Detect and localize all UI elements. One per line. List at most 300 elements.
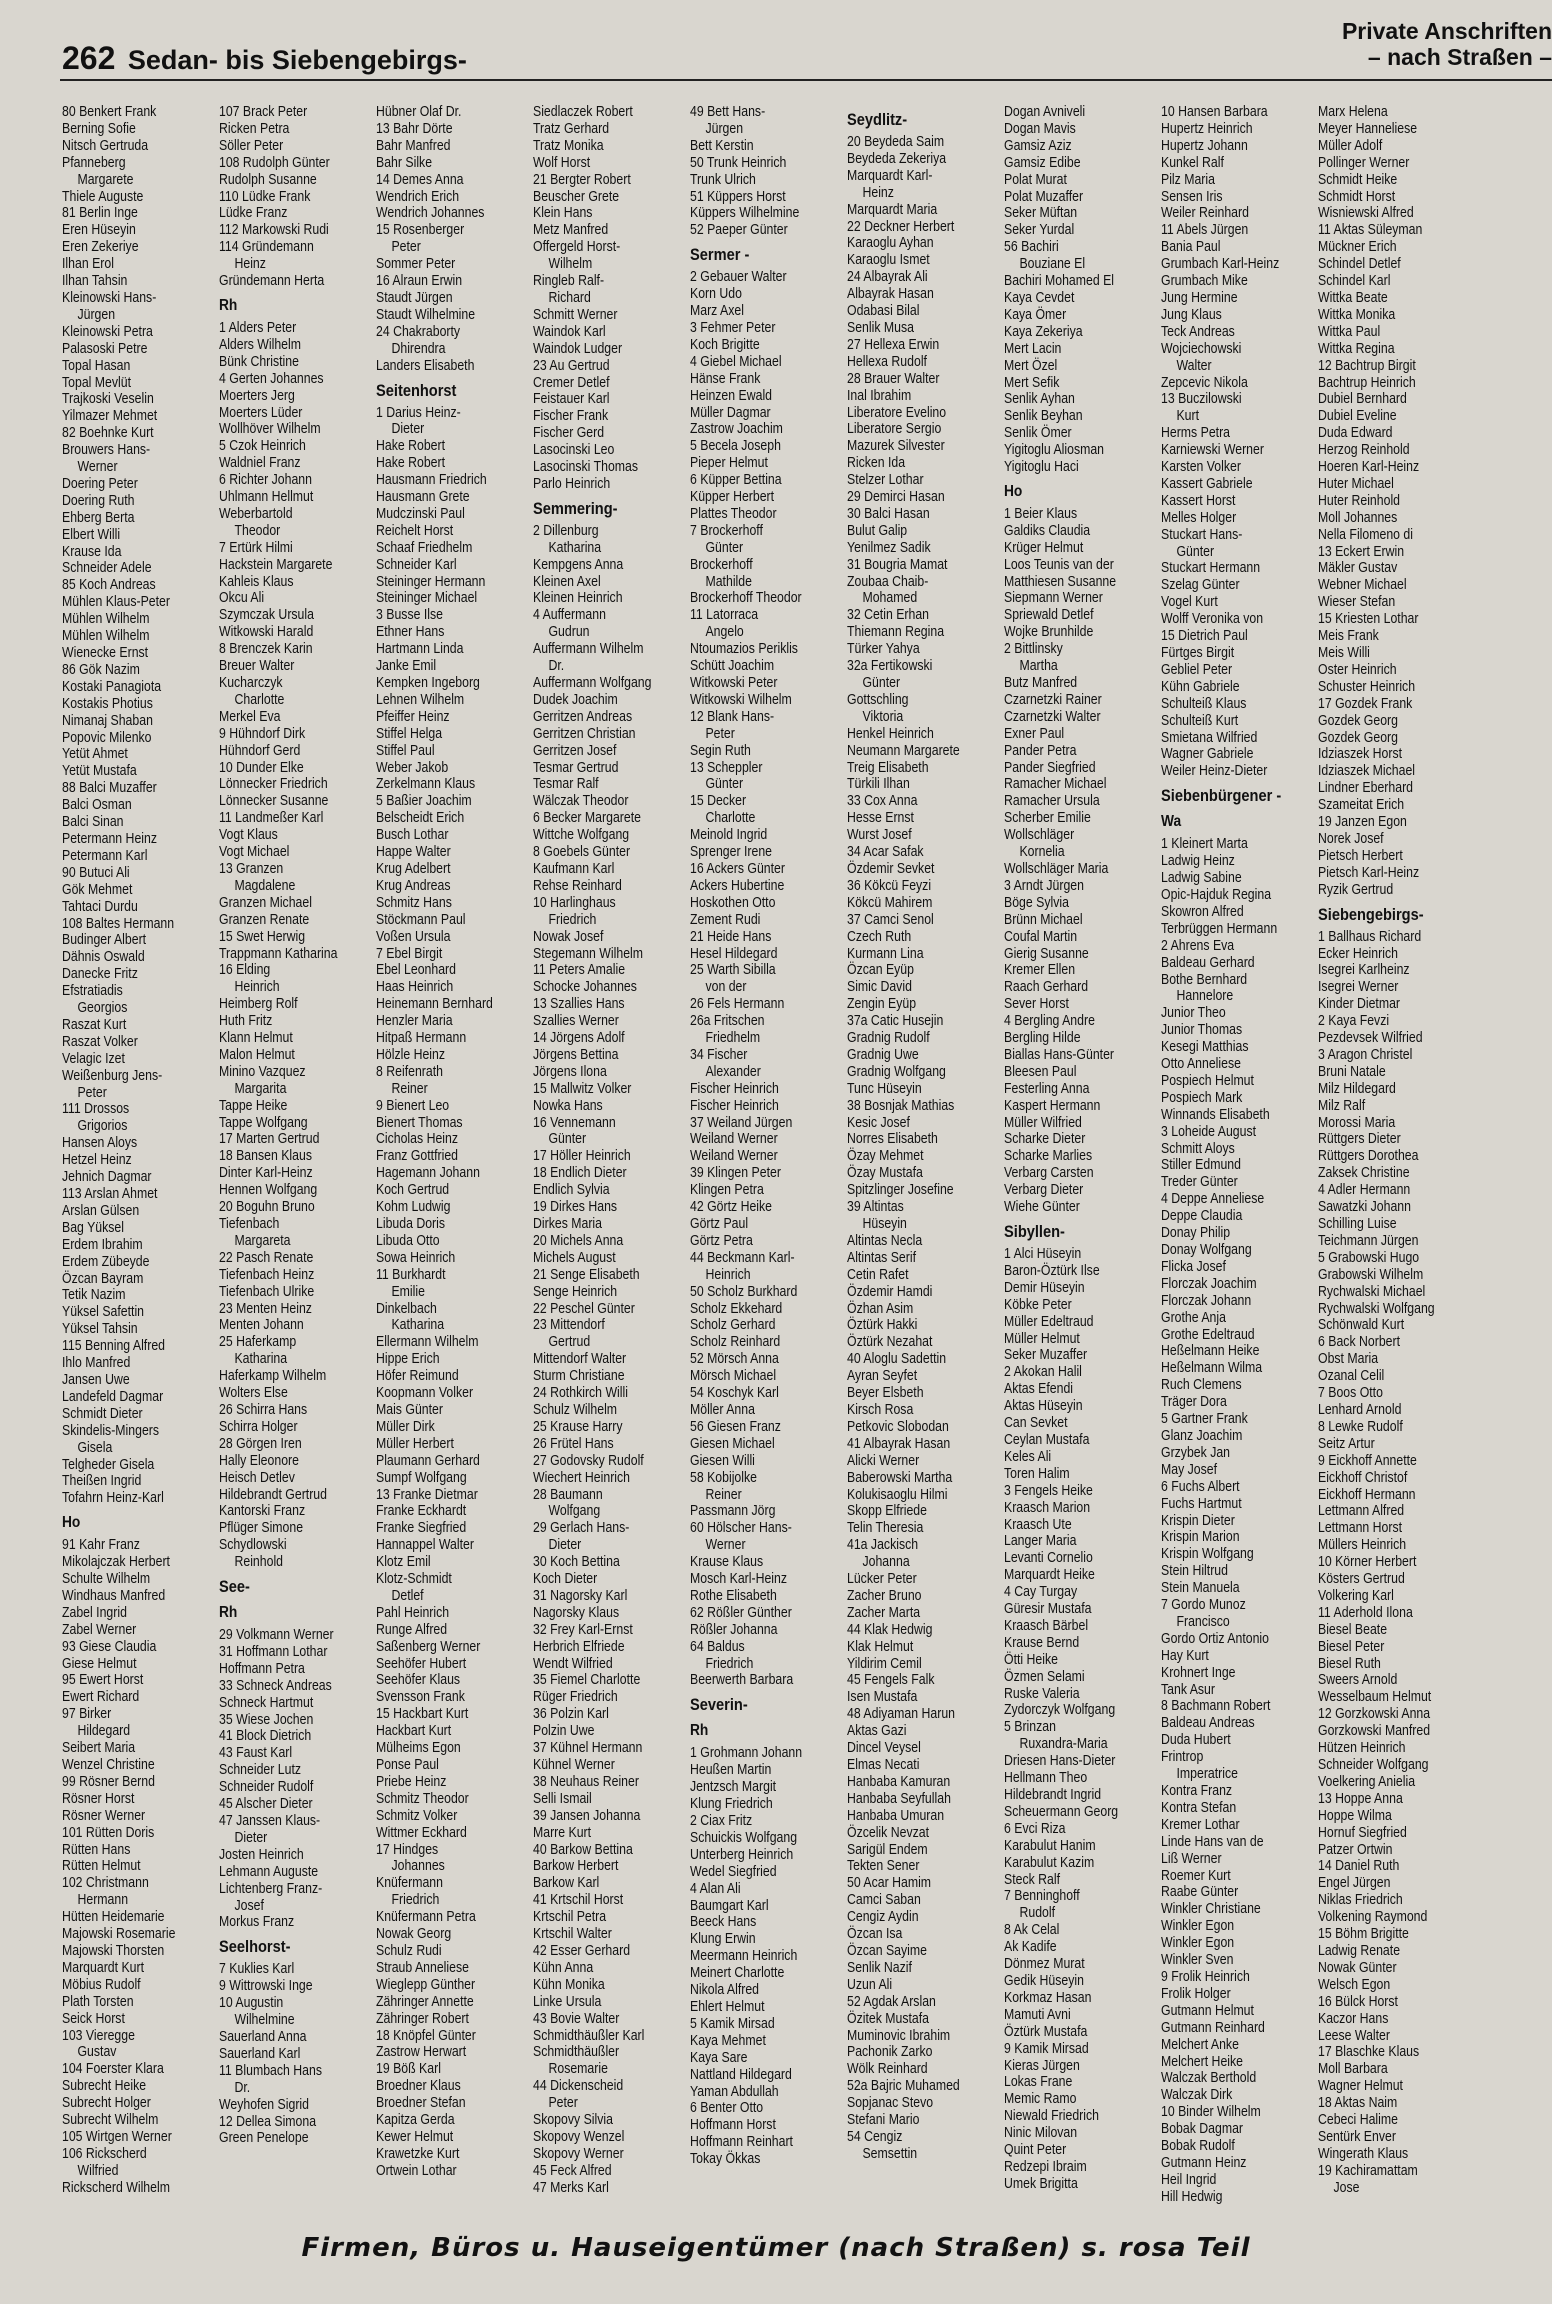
list-item: Schirra Holger [219,1418,298,1435]
list-item: 91 Kahr Franz [62,1537,140,1554]
list-item: Schmidthäußler [533,2044,620,2061]
list-item: Schmitz Hans [376,894,452,911]
list-item: Küpper Herbert [690,489,775,506]
list-item: 27 Hellexa Erwin [847,336,940,353]
list-item: Deppe Claudia [1161,1208,1243,1225]
list-item: Winnands Elisabeth [1161,1106,1270,1123]
list-item: Zabel Werner [62,1621,137,1638]
list-item: Heßelmann Heike [1161,1343,1260,1360]
list-item: 1 Beier Klaus [1004,505,1078,522]
list-item: Trajkoski Veselin [62,391,154,408]
list-item: Verbarg Dieter [1004,1182,1084,1199]
list-item: Flicka Josef [1161,1258,1226,1275]
list-item: Mülheims Egon [376,1740,461,1757]
list-item: Zastrow Joachim [690,421,783,438]
list-item: Koch Gertrud [376,1182,450,1199]
list-item: Hill Hedwig [1161,2188,1223,2205]
list-item: Weyhofen Sigrid [219,2096,309,2113]
list-item: 7 Kuklies Karl [219,1961,295,1978]
list-item: Rüttgers Dorothea [1318,1148,1419,1165]
list-item: Bothe Bernhard [1161,971,1248,988]
list-item: 19 Dirkes Hans [533,1199,618,1216]
list-item: Seitz Artur [1318,1435,1375,1452]
list-item: 2 Ciax Fritz [690,1813,753,1829]
list-item: Libuda Otto [376,1232,440,1249]
list-item: Hennen Wolfgang [219,1182,318,1199]
list-item: Gordo Ortiz Antonio [1161,1630,1269,1647]
list-item: Wittka Beate [1318,289,1388,306]
list-item: 41 Block Dietrich [219,1728,312,1745]
list-item: Ozanal Celil [1318,1368,1385,1385]
list-item: Spriewald Detlef [1004,607,1094,624]
list-item: 43 Bovie Walter [533,2010,620,2027]
list-item: Gutmann Reinhard [1161,2019,1265,2036]
list-item: Stuckart Hermann [1161,560,1261,577]
list-item: 7 Boos Otto [1318,1385,1383,1402]
list-item: Heimberg Rolf [219,996,298,1013]
list-item: 52 Agdak Arslan [847,1993,936,2010]
list-item: 5 Becela Joseph [690,438,781,455]
list-item: Steininger Michael [376,590,478,607]
list-item-continuation: Günter [1176,543,1215,560]
list-item-continuation: Jürgen [77,306,116,323]
list-item: Schmitt Aloys [1161,1140,1235,1157]
page-title: Sedan- bis Siebengebirgs- [127,45,467,75]
list-item: 50 Trunk Heinrich [690,154,787,171]
list-item: 13 Bahr Dörte [376,120,453,137]
list-item: Czarnetzki Walter [1004,708,1101,725]
list-item: Kraasch Bärbel [1004,1617,1089,1634]
list-item: Rychwalski Michael [1318,1283,1426,1300]
district-heading: Rh [690,1722,709,1740]
list-item: Waindok Ludger [533,340,623,357]
list-item: Zaksek Christine [1318,1165,1410,1182]
list-item: Hildebrandt Ingrid [1004,1787,1102,1803]
list-item: Doering Peter [62,475,138,492]
list-item: 17 Marten Gertrud [219,1131,320,1148]
list-item: Neumann Margarete [847,742,960,759]
list-item: 80 Benkert Frank [62,104,157,120]
list-item-continuation: Semsettin [862,2145,918,2162]
list-item-continuation: Friedrich [548,911,597,928]
list-item: Wittche Wolfgang [533,827,630,844]
list-item: Beydeda Zekeriya [847,150,947,167]
list-item-continuation: Wolfgang [548,1503,601,1520]
list-item: Henkel Heinrich [847,725,934,742]
list-item: Zastrow Herwart [376,2044,467,2061]
list-item: Stiffel Helga [376,725,443,742]
list-item: 11 Peters Amalie [533,962,626,979]
list-item: Skopp Elfriede [847,1503,927,1520]
list-item: Krüger Helmut [1004,539,1084,556]
list-item: Koopmann Volker [376,1385,474,1402]
list-item: Schulteiß Kurt [1161,712,1239,729]
list-item: Heil Ingrid [1161,2171,1217,2188]
list-item: Sawatzki Johann [1318,1199,1411,1216]
list-item-continuation: Gertrud [548,1334,591,1351]
list-item: Wagner Helmut [1318,2078,1403,2095]
list-item: Stefani Mario [847,2112,920,2129]
list-item: Isen Mustafa [847,1689,918,1706]
list-item: Öztürk Hakki [847,1317,918,1334]
list-item: Hake Robert [376,438,446,455]
list-item: Hally Eleonore [219,1452,299,1469]
list-item: 35 Wiese Jochen [219,1711,314,1728]
list-item: 41 Krtschil Horst [533,1892,624,1909]
list-item: Marquardt Kurt [62,1959,145,1976]
list-item: Seehöfer Klaus [376,1672,461,1689]
list-item: 6 Benter Otto [690,2100,764,2117]
list-item: Dogan Avniveli [1004,104,1086,120]
list-item: Mühlen Wilhelm [62,611,150,628]
list-item: Volkering Karl [1318,1587,1394,1604]
list-item: Özay Mehmet [847,1148,924,1165]
list-item: Steininger Hermann [376,573,486,590]
list-item: Saßenberg Werner [376,1638,481,1655]
list-item: Florczak Joachim [1161,1275,1257,1292]
list-item: Eren Hüseyin [62,222,136,239]
list-item: Özcelik Nevzat [847,1824,929,1841]
list-item: Schmidt Dieter [62,1405,143,1422]
list-item: Fischer Heinrich [690,1097,779,1114]
list-item: 25 Warth Sibilla [690,962,776,979]
list-item: 18 Bansen Klaus [219,1148,312,1165]
list-item: Klann Helmut [219,1030,293,1047]
list-item: May Josef [1161,1461,1218,1478]
list-item: Uzun Ali [847,1976,893,1993]
list-item: Ötti Heike [1004,1651,1058,1668]
list-item: Yüksel Safettin [62,1304,145,1321]
list-item: Kaya Ömer [1004,306,1067,323]
list-item: Knüfermann [376,1875,443,1892]
list-item: 9 Bienert Leo [376,1097,450,1114]
list-item-continuation: Reiner [391,1080,428,1097]
list-item: Kieras Jürgen [1004,2057,1080,2074]
list-item: Waindok Karl [533,323,606,340]
list-item: Nowak Georg [376,1926,452,1943]
list-item: Bergling Hilde [1004,1030,1081,1047]
list-item: Schmitz Volker [376,1807,458,1824]
list-item: 10 Körner Herbert [1318,1554,1417,1571]
list-item-continuation: Hannelore [1176,988,1234,1005]
list-item: Wojke Brunhilde [1004,624,1094,641]
list-item: Norek Josef [1318,830,1384,847]
list-item: Busch Lothar [376,827,449,844]
list-item: Vogel Kurt [1161,594,1218,611]
list-item: Schütt Joachim [690,658,775,675]
list-item: 16 Vennemann [533,1114,616,1131]
list-item: Ladwig Renate [1318,1942,1401,1959]
list-item: 110 Lüdke Frank [219,188,311,205]
list-item-continuation: Walter [1176,357,1212,374]
list-item: 8 Ak Celal [1004,1922,1060,1939]
list-item-continuation: Katharina [234,1351,288,1368]
list-item: Skopovy Silvia [533,2112,613,2129]
list-item-continuation: Imperatrice [1176,1766,1238,1783]
list-item: Beerwerth Barbara [690,1672,794,1689]
list-item: Pander Siegfried [1004,759,1096,776]
list-item: Siedlaczek Robert [533,104,633,120]
list-item: 8 Brenczek Karin [219,641,313,658]
list-item: 36 Kökcü Feyzi [847,877,932,894]
list-item: Krispin Wolfgang [1161,1546,1254,1563]
list-item: 52 Mörsch Anna [690,1351,779,1368]
list-item: Weiler Heinz-Dieter [1161,763,1268,780]
list-item: Kunkel Ralf [1161,154,1224,171]
list-item: Sommer Peter [376,256,456,273]
list-item-continuation: Kornelia [1019,844,1065,861]
list-item-continuation: Wilfried [77,2162,119,2179]
street-heading: Semmering- [533,498,618,518]
list-item: 38 Neuhaus Reiner [533,1773,639,1790]
list-item: Levanti Cornelio [1004,1550,1093,1567]
list-item: Hänse Frank [690,370,761,387]
list-item: Kempgens Anna [533,556,624,573]
list-item: Franz Gottfried [376,1148,459,1165]
list-item: 29 Demirci Hasan [847,489,945,506]
list-item: Uhlmann Hellmut [219,489,314,506]
list-item: Melchert Heike [1161,2053,1244,2070]
list-item: Beyer Elsbeth [847,1385,924,1402]
list-item: Muminovic Ibrahim [847,2027,951,2044]
list-item: Pilz Maria [1161,171,1215,188]
list-item: Palasoski Petre [62,340,148,357]
section-heading [1342,18,1552,70]
list-item: Keles Ali [1004,1448,1052,1465]
list-item: Endlich Sylvia [533,1182,610,1199]
list-item: Hoeren Karl-Heinz [1318,459,1420,476]
list-item: Yetüt Ahmet [62,746,128,763]
list-item: 39 Jansen Johanna [533,1807,641,1824]
list-item: Stöckmann Paul [376,911,466,928]
list-item: Jentzsch Margit [690,1779,777,1796]
street-heading: Sibyllen- [1004,1222,1065,1241]
list-item: Sauerland Anna [219,2028,307,2045]
list-item: Lettmann Alfred [1318,1503,1405,1520]
list-item: Dinter Karl-Heinz [219,1165,313,1182]
list-item: 40 Barkow Bettina [533,1841,633,1858]
list-item: 14 Daniel Ruth [1318,1858,1400,1875]
list-item: Petermann Karl [62,847,148,864]
list-item: Winkler Sven [1161,1952,1234,1969]
list-item: Verbarg Carsten [1004,1165,1094,1182]
list-item: Offergeld Horst- [533,239,621,256]
list-item: 22 Peschel Günter [533,1300,635,1317]
list-item: Küppers Wilhelmine [690,205,800,222]
list-item: 2 Bittlinsky [1004,641,1063,658]
list-item-continuation: Günter [705,776,744,793]
list-item: Hetzel Heinz [62,1152,132,1169]
list-item: Gradnig Rudolf [847,1030,930,1047]
list-item: Hühndorf Gerd [219,742,301,759]
list-item: Schneck Hartmut [219,1694,314,1711]
list-item: 93 Giese Claudia [62,1638,157,1655]
list-item: Lasocinski Thomas [533,459,639,476]
list-item: 64 Baldus [690,1638,745,1655]
list-item: 86 Gök Nazim [62,661,140,678]
list-item: 44 Beckmann Karl- [690,1249,795,1266]
list-item: Wieglepp Günther [376,1976,476,1993]
list-item: Senlik Beyhan [1004,408,1083,425]
list-item: Nattland Hildegard [690,2066,792,2083]
list-item: Senlik Musa [847,319,914,336]
list-item: 58 Kobijolke [690,1469,757,1486]
list-item: Schuickis Wolfgang [690,1829,798,1846]
list-item: Ricken Ida [847,455,906,472]
list-item: 17 Blaschke Klaus [1318,2044,1420,2061]
list-item: Türkili Ilhan [847,776,910,793]
list-item: Bett Kerstin [690,137,754,154]
list-item: 13 Franke Dietmar [376,1486,478,1503]
list-item: 38 Bosnjak Mathias [847,1097,955,1114]
list-item-continuation: Johannes [391,1858,445,1875]
list-item: Koch Dieter [533,1571,598,1588]
list-item: Milz Ralf [1318,1097,1366,1114]
list-item: Hake Robert [376,455,446,472]
list-item: Scholz Reinhard [690,1334,781,1351]
list-item: Stein Hiltrud [1161,1563,1228,1580]
list-item: Kostakis Photius [62,695,153,712]
list-item: Norres Elisabeth [847,1131,938,1148]
list-item: Patzer Ortwin [1318,1841,1393,1858]
list-item: Karaoglu Ismet [847,252,930,269]
list-item: Sarigül Endem [847,1841,928,1858]
list-item: Menten Johann [219,1317,304,1334]
list-item: 47 Janssen Klaus- [219,1813,321,1829]
list-item: Schaaf Friedhelm [376,539,473,556]
list-item: 6 Evci Riza [1004,1820,1066,1837]
list-item: 15 Swet Herwig [219,928,306,945]
list-item: Dähnis Oswald [62,949,145,966]
list-item: Mühlen Wilhelm [62,628,150,645]
list-item: Marquardt Maria [847,201,938,218]
list-item: Höfer Reimund [376,1368,459,1385]
list-item: Lönnecker Susanne [219,793,329,810]
street-heading: Siebenbürgener - [1161,786,1282,806]
list-item: Svensson Frank [376,1689,465,1706]
list-item-continuation: Margareta [234,1232,291,1249]
list-item: Plattes Theodor [690,505,777,522]
list-item: Duda Edward [1318,425,1393,442]
list-item: Galdiks Claudia [1004,522,1091,539]
list-item: 32 Cetin Erhan [847,607,930,624]
list-item: Nitsch Gertruda [62,137,149,154]
list-item: Ponse Paul [376,1757,439,1773]
column-1 [62,104,224,2197]
list-item: Schneider Lutz [219,1762,302,1779]
list-item-continuation: Bouziane El [1019,256,1086,273]
list-item: Hausmann Friedrich [376,472,487,489]
list-item: Wolters Else [219,1385,288,1402]
list-item: Lichtenberg Franz- [219,1880,323,1897]
list-item: Ruch Clemens [1161,1377,1242,1394]
list-item: Passmann Jörg [690,1503,776,1520]
list-item: Waldniel Franz [219,455,301,472]
list-item: Hanbaba Seyfullah [847,1790,951,1807]
list-item: 9 Frolik Heinrich [1161,1968,1250,1985]
list-item: Windhaus Manfred [62,1587,166,1604]
list-item: Libuda Doris [376,1216,446,1232]
list-item: Topal Hasan [62,357,131,374]
list-item-continuation: Wilhelm [548,256,593,273]
list-item: Florczak Johann [1161,1292,1252,1309]
list-item: Scholz Gerhard [690,1317,776,1334]
list-item: Herzog Reinhold [1318,442,1410,459]
list-item: Minino Vazquez [219,1063,306,1080]
list-item: Wollschläger Maria [1004,860,1109,877]
list-item: Selli Ismail [533,1790,592,1807]
list-item: Hölzle Heinz [376,1046,446,1063]
page-number: 262 [62,40,116,76]
district-heading: Wa [1161,813,1182,831]
list-item: Meis Frank [1318,628,1379,645]
list-item-continuation: Margarita [234,1080,287,1097]
list-item: Isegrei Karlheinz [1318,962,1410,979]
list-item: Barkow Herbert [533,1858,619,1875]
list-item: 114 Gründemann [219,239,314,256]
header-rule [60,79,1552,81]
list-item: 1 Alci Hüseyin [1004,1246,1082,1262]
list-item: Heisch Detlev [219,1469,295,1486]
list-item: Pfanneberg [62,154,126,171]
list-item: 108 Rudolph Günter [219,154,330,171]
list-item: Opic-Hajduk Regina [1161,886,1272,903]
list-item: 85 Koch Andreas [62,577,156,594]
column-9 [1318,104,1480,2197]
list-item: Kucharczyk [219,675,283,691]
list-item-continuation: Dhirendra [391,340,446,357]
list-item: Smietana Wilfried [1161,729,1258,746]
list-item: Bachtrup Heinrich [1318,374,1416,391]
list-item-continuation: Kurt [1176,408,1200,425]
list-item: Belscheidt Erich [376,810,465,827]
list-item: 51 Küppers Horst [690,188,786,205]
list-item-continuation: Dr. [548,658,565,675]
list-item: 7 Gordo Munoz [1161,1597,1246,1614]
list-item: Tiefenbach [219,1216,280,1232]
list-item: Tratz Gerhard [533,120,610,137]
list-item: Biesel Beate [1318,1621,1388,1638]
list-item: Jörgens Ilona [533,1063,607,1080]
list-item: 52a Bajric Muhamed [847,2078,960,2095]
list-item-continuation: Friedrich [705,1655,754,1672]
list-item: Mittendorf Walter [533,1351,627,1368]
list-item: Grumbach Karl-Heinz [1161,256,1280,273]
list-item: Wendrich Johannes [376,205,485,222]
list-item: Raszat Volker [62,1033,138,1050]
list-item: Ortwein Lothar [376,2162,457,2179]
list-item: Beuscher Grete [533,188,620,205]
list-item: Milz Hildegard [1318,1080,1396,1097]
list-item-continuation: Gudrun [548,624,590,641]
list-item: Jung Klaus [1161,306,1222,323]
list-item-continuation: Peter [705,725,735,742]
list-item: Winkler Egon [1161,1918,1235,1935]
list-item: Hützen Heinrich [1318,1740,1406,1757]
list-item: Wolf Horst [533,154,591,171]
list-item: 4 Deppe Anneliese [1161,1191,1265,1208]
list-item: Witkowski Peter [690,675,778,691]
list-item: Türker Yahya [847,641,920,658]
list-item: Loos Teunis van der [1004,556,1114,573]
list-item: Michels August [533,1249,616,1266]
list-item: 21 Senge Elisabeth [533,1266,640,1283]
list-item: Weberbartold [219,505,293,522]
list-item: Kökcü Mahirem [847,894,933,911]
list-item: Hartmann Linda [376,641,464,658]
list-item: Krtschil Walter [533,1926,612,1943]
list-item: 112 Markowski Rudi [219,222,329,239]
